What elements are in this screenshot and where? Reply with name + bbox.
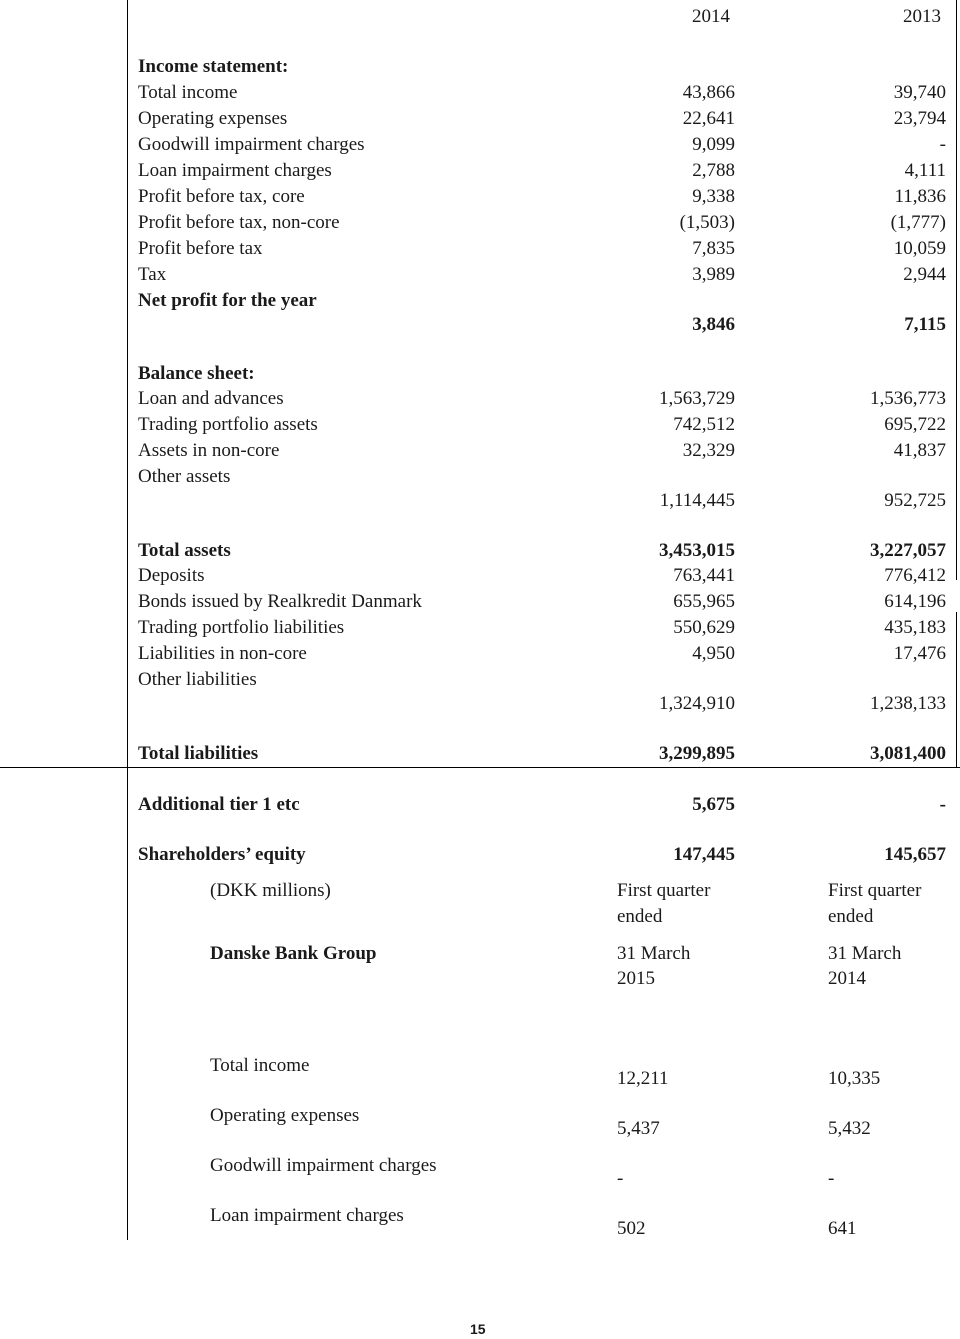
- value-2014: 32,329: [682, 440, 735, 461]
- table-row: [138, 563, 946, 589]
- value-2014: 3,989: [692, 264, 735, 285]
- quarter-value-2015: 5,437: [617, 1118, 660, 1139]
- value-2013: 41,837: [893, 440, 946, 461]
- row-label: Tax: [138, 264, 167, 285]
- row-label: Total assets: [138, 540, 231, 561]
- value-2014: 43,866: [682, 82, 735, 103]
- value-2014: 3,299,895: [659, 743, 735, 764]
- column-header-2014: 2014: [692, 6, 730, 27]
- quarter-value-2015: 12,211: [617, 1068, 669, 1089]
- value-2014: 763,441: [673, 565, 735, 586]
- row-label: Loan impairment charges: [138, 160, 332, 181]
- table-row: [138, 106, 946, 132]
- quarter-value-2014: 641: [828, 1218, 857, 1239]
- row-label: Total liabilities: [138, 743, 259, 764]
- value-2014: 9,338: [692, 186, 735, 207]
- col1-date-line1: 31 March: [617, 943, 691, 964]
- value-2014: 22,641: [682, 108, 735, 129]
- income-heading: [138, 54, 946, 80]
- value-2013: 39,740: [893, 82, 946, 103]
- table-right-border: [956, 0, 957, 580]
- col1-header-line1: First quarter: [617, 880, 711, 901]
- row-label: Trading portfolio liabilities: [138, 617, 345, 638]
- row-label: Total income: [138, 82, 238, 103]
- col1-date-line2: 2015: [617, 968, 655, 989]
- table-row: [138, 158, 946, 184]
- column-header-2013: 2013: [903, 6, 941, 27]
- other-liabilities-row: [138, 667, 946, 717]
- total-assets-row: [138, 538, 946, 564]
- quarter-value-2015: -: [617, 1168, 624, 1189]
- quarter-row-label: Operating expenses: [210, 1105, 360, 1126]
- row-label: Profit before tax, core: [138, 186, 305, 207]
- income-heading-label: Income statement:: [138, 56, 289, 77]
- quarter-value-2014: -: [828, 1168, 835, 1189]
- value-2013: 1,536,773: [870, 388, 946, 409]
- value-2013: 614,196: [884, 591, 946, 612]
- value-2014: 7,835: [692, 238, 735, 259]
- value-2014: 742,512: [673, 414, 735, 435]
- net-profit-2013: 7,115: [904, 314, 946, 335]
- col2-header-line2: ended: [828, 906, 874, 927]
- table-row: [138, 236, 946, 262]
- row-label: Additional tier 1 etc: [138, 794, 300, 815]
- table-right-border-lower: [956, 612, 957, 767]
- value-2013: 4,111: [904, 160, 946, 181]
- value-2014: 9,099: [692, 134, 735, 155]
- value-2014: 147,445: [673, 844, 735, 865]
- quarter-value-2015: 502: [617, 1218, 646, 1239]
- value-2013: 3,227,057: [870, 540, 946, 561]
- value-2013: 17,476: [893, 643, 946, 664]
- other-assets-row: [138, 464, 946, 514]
- equity-row: [138, 842, 946, 868]
- row-label: Bonds issued by Realkredit Danmark: [138, 591, 422, 612]
- row-label: Goodwill impairment charges: [138, 134, 365, 155]
- value-2014: (1,503): [679, 212, 735, 233]
- row-label: Deposits: [138, 565, 205, 586]
- value-2013: -: [939, 794, 946, 815]
- row-label: Trading portfolio assets: [138, 414, 318, 435]
- table-row: [138, 615, 946, 641]
- table-row: [138, 589, 946, 615]
- table-row: [138, 386, 946, 412]
- row-label: Assets in non-core: [138, 440, 280, 461]
- quarter-value-2014: 5,432: [828, 1118, 871, 1139]
- quarter-value-2014: 10,335: [828, 1068, 881, 1089]
- value-2013: -: [939, 134, 946, 155]
- value-2013: 10,059: [893, 238, 946, 259]
- page-number: 15: [470, 1321, 486, 1337]
- value-2013: 776,412: [884, 565, 946, 586]
- net-profit-row: [138, 288, 946, 338]
- value-2014: 655,965: [673, 591, 735, 612]
- value-2013: 23,794: [893, 108, 946, 129]
- value-2013: 695,722: [884, 414, 946, 435]
- value-2013: 952,725: [884, 490, 946, 511]
- row-label: Shareholders’ equity: [138, 844, 306, 865]
- value-2014: 1,324,910: [659, 693, 735, 714]
- row-label: Other liabilities: [138, 669, 257, 690]
- balance-heading-label: Balance sheet:: [138, 363, 255, 384]
- table-row: [138, 412, 946, 438]
- table-row: [138, 80, 946, 106]
- unit-label: (DKK millions): [210, 880, 331, 901]
- value-2014: 3,453,015: [659, 540, 735, 561]
- row-label: Liabilities in non-core: [138, 643, 307, 664]
- col1-header-line2: ended: [617, 906, 663, 927]
- row-label: Profit before tax, non-core: [138, 212, 340, 233]
- table-row: [138, 184, 946, 210]
- table-row: [138, 210, 946, 236]
- quarter-row-label: Loan impairment charges: [210, 1205, 404, 1226]
- row-label: Other assets: [138, 466, 231, 487]
- value-2014: 550,629: [673, 617, 735, 638]
- value-2013: 2,944: [903, 264, 946, 285]
- balance-heading: [138, 361, 946, 387]
- value-2014: 4,950: [692, 643, 735, 664]
- value-2013: 435,183: [884, 617, 946, 638]
- tier1-row: [138, 792, 946, 818]
- row-label: Loan and advances: [138, 388, 284, 409]
- value-2013: 1,238,133: [870, 693, 946, 714]
- quarter-row-label: Goodwill impairment charges: [210, 1155, 437, 1176]
- value-2013: 11,836: [894, 186, 946, 207]
- quarter-row-label: Total income: [210, 1055, 310, 1076]
- value-2014: 5,675: [692, 794, 735, 815]
- value-2013: (1,777): [890, 212, 946, 233]
- table-row: [138, 132, 946, 158]
- table-row: [138, 262, 946, 288]
- value-2013: 3,081,400: [870, 743, 946, 764]
- row-label: Profit before tax: [138, 238, 263, 259]
- col2-date-line1: 31 March: [828, 943, 902, 964]
- table-row: [138, 438, 946, 464]
- col2-date-line2: 2014: [828, 968, 866, 989]
- value-2014: 1,563,729: [659, 388, 735, 409]
- net-profit-label: Net profit for the year: [138, 290, 317, 311]
- row-label: Operating expenses: [138, 108, 288, 129]
- col2-header-line1: First quarter: [828, 880, 922, 901]
- table-left-border: [127, 0, 128, 1240]
- value-2014: 1,114,445: [659, 490, 735, 511]
- table-divider: [0, 767, 960, 768]
- value-2013: 145,657: [884, 844, 946, 865]
- table-row: [138, 641, 946, 667]
- total-liabilities-row: [138, 741, 946, 767]
- net-profit-2014: 3,846: [692, 314, 735, 335]
- value-2014: 2,788: [692, 160, 735, 181]
- group-name: Danske Bank Group: [210, 943, 377, 964]
